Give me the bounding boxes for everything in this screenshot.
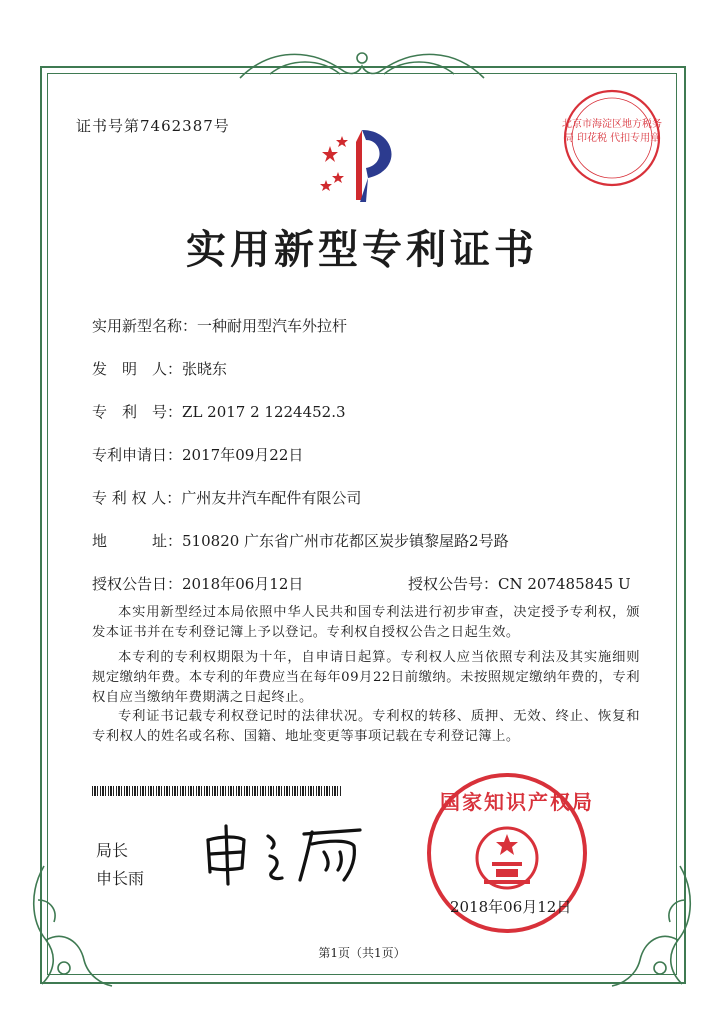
bottom-right-ornament (610, 860, 700, 1000)
patentee-row (92, 487, 361, 508)
patentee-value: 广州友井汽车配件有限公司 (181, 489, 362, 507)
inventor-row (92, 358, 227, 379)
seal-date: 2018年06月12日 (450, 898, 572, 916)
utility-model-name-row (92, 315, 347, 336)
patent-number-row (92, 401, 346, 422)
patent-office-logo-icon (316, 122, 408, 206)
grant-date-row (92, 573, 303, 594)
publication-number-label: 授权公告号： (408, 575, 499, 593)
barcode (92, 786, 342, 796)
utility-model-name-value: 一种耐用型汽车外拉杆 (197, 317, 348, 335)
filing-date-value: 2017年09月22日 (182, 446, 304, 464)
grant-date-label: 授权公告日： (92, 575, 183, 593)
body-paragraph-1: 本实用新型经过本局依照中华人民共和国专利法进行初步审查，决定授予专利权，颁发本证书并在专利登记簿上予以登记。专利权自授权公告之日起生效。 (92, 605, 640, 640)
patent-number-label: 专 利 号： (92, 403, 183, 421)
director-name: 申长雨 (96, 869, 145, 888)
inventor-value: 张晓东 (182, 360, 228, 378)
stamp-duty-seal-text: 北京市海淀区地方税务局 印花税 代扣专用章 (562, 119, 662, 144)
body-paragraph-3: 专利证书记载专利权登记时的法律状况。专利权的转移、质押、无效、终止、恢复和专利权人的姓名或名称、国籍、地址变更等事项记载在专利登记簿上。 (92, 709, 640, 744)
inventor-label: 发 明 人： (92, 360, 183, 378)
address-row (92, 530, 509, 551)
body-paragraph-2: 本专利的专利权期限为十年，自申请日起算。专利权人应当依照专利法及其实施细则规定缴纳年费。本专利的年费应当在每年09月22日前缴纳。未按照规定缴纳年费的，专利权自应当缴纳年费期满之日起终止。 (92, 650, 640, 705)
filing-date-row (92, 444, 303, 465)
certificate-title: 实用新型专利证书 (186, 226, 538, 273)
national-seal-text: 国家知识产权局 (440, 790, 594, 814)
certificate-number: 证书号第7462387号 (76, 117, 230, 135)
address-value: 510820 广东省广州市花都区炭步镇黎屋路2号路 (182, 532, 509, 550)
top-ornament (230, 44, 494, 90)
publication-number-value: CN 207485845 U (498, 575, 631, 593)
address-label: 地 址： (92, 532, 183, 550)
director-title: 局长 (96, 841, 129, 860)
grant-date-value: 2018年06月12日 (182, 575, 304, 593)
patent-number-value: ZL 2017 2 1224452.3 (182, 403, 346, 421)
patentee-label: 专 利 权 人： (92, 489, 182, 507)
page-number: 第1页（共1页） (318, 946, 406, 960)
utility-model-name-label: 实用新型名称： (92, 317, 198, 335)
filing-date-label: 专利申请日： (92, 446, 183, 464)
publication-number-row (408, 573, 631, 594)
director-signature (200, 822, 370, 886)
